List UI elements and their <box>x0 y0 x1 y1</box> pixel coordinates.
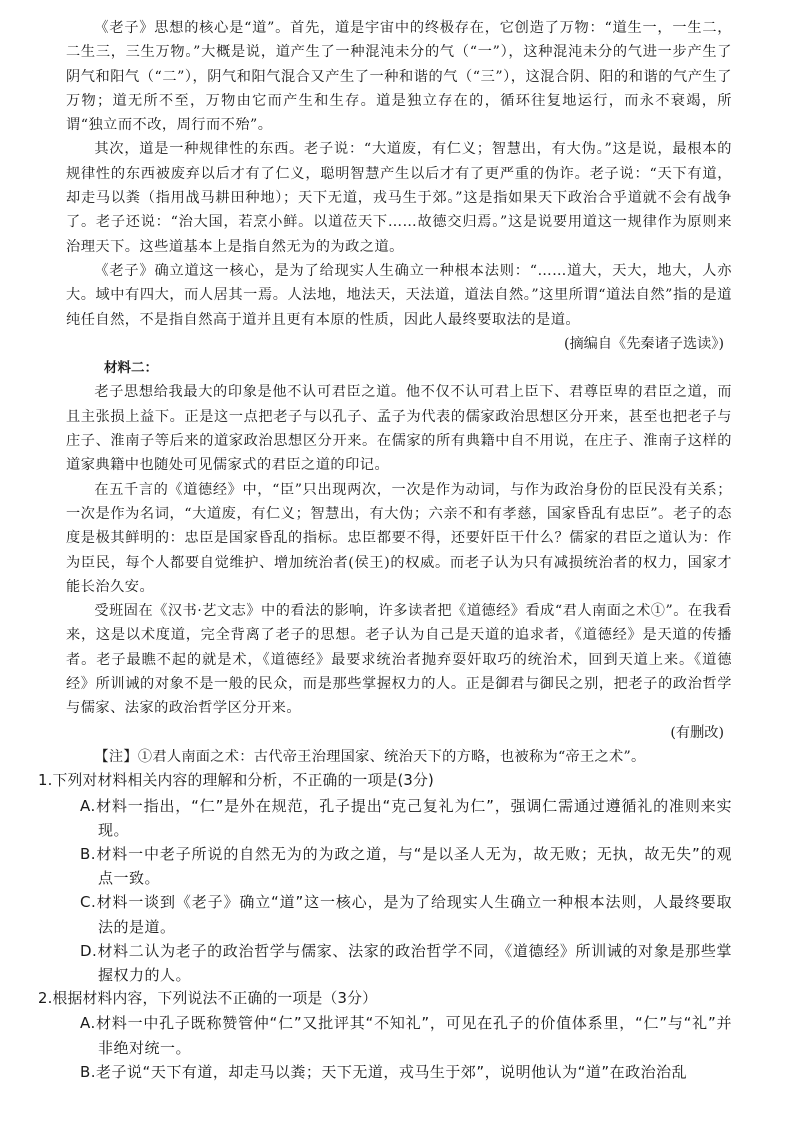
question-1-option-a[interactable]: A.材料一指出，“仁”是外在规范，孔子提出“克己复礼为仁”，强调仁需通过遵循礼的准则来实现。 <box>80 796 732 839</box>
material-one-paragraph-2: 其次，道是一种规律性的东西。老子说：“大道废，有仁义；智慧出，有大伪。”这是说，最根本的规律性的东西被废弃以后才有了仁义，聪明智慧产生以后才有了更严重的伪诈。老子说：“天下有道，却走马以粪（指用战马耕田种地）；天下无道，戎马生于郊。”这是指如果天下政治合乎道就不会有战争了。老子还说：“治大国，若烹小鲜。以道莅天下……故德交归焉。”这是说要用道这一规律作为原则来治理天下。这些道基本上是指自然无为的为政之道。 <box>66 141 732 255</box>
question-1-option-c[interactable]: C.材料一谈到《老子》确立“道”这一核心，是为了给现实人生确立一种根本法则，人最终要取法的是道。 <box>80 893 732 936</box>
question-1 <box>38 769 732 987</box>
question-1-stem: 1.下列对材料相关内容的理解和分析，不正确的一项是(3分) <box>38 772 435 790</box>
question-2-option-a[interactable]: A.材料一中孔子既称赞管仲“仁”又批评其“不知礼”，可见在孔子的价值体系里，“仁”与“礼”并非绝对统一。 <box>80 1014 732 1057</box>
material-two-paragraph-2: 在五千言的《道德经》中，“臣”只出现两次，一次是作为动词，与作为政治身份的臣民没有关系；一次是作为名词，“大道废，有仁义；智慧出，有大伪；六亲不和有孝慈，国家昏乱有忠臣”。老子的态度是极其鲜明的：忠臣是国家昏乱的指标。忠臣都要不得，还要奸臣干什么？儒家的君臣之道认为：作为臣民，每个人都要自觉维护、增加统治者(侯王)的权威。而老子认为只有减损统治者的权力，国家才能长治久安。 <box>66 481 732 595</box>
material-two-paragraph-3: 受班固在《汉书·艺文志》中的看法的影响，许多读者把《道德经》看成“君人南面之术①”。在我看来，这是以术度道，完全背离了老子的思想。老子认为自己是天道的追求者，《道德经》是天道的传播者。老子最瞧不起的就是术，《道德经》最要求统治者抛弃耍奸取巧的统治术，回到天道上来。《道德经》所训诫的对象不是一般的民众，而是那些掌握权力的人。正是御君与御民之别，把老子的政治哲学与儒家、法家的政治哲学区分开来。 <box>66 603 732 717</box>
question-2 <box>38 987 732 1084</box>
footnote: 【注】①君人南面之术：古代帝王治理国家、统治天下的方略，也被称为“帝王之术”。 <box>94 748 646 765</box>
question-2-stem: 2.根据材料内容，下列说法不正确的一项是（3分） <box>38 990 378 1008</box>
material-one-paragraph-1: 《老子》思想的核心是“道”。首先，道是宇宙中的终极存在，它创造了万物：“道生一，一生二，二生三，三生万物。”大概是说，道产生了一种混沌未分的气（“一”），这种混沌未分的气进一步产生了阴气和阳气（“二”），阴气和阳气混合又产生了一种和谐的气（“三”），这混合阴、阳的和谐的气产生了万物；道无所不至，万物由它而产生和生存。道是独立存在的，循环往复地运行，而永不衰竭，所谓“独立而不改，周行而不殆”。 <box>66 20 732 134</box>
question-2-option-b[interactable]: B.老子说“天下有道，却走马以粪；天下无道，戎马生于郊”，说明他认为“道”在政治治乱 <box>80 1062 688 1081</box>
material-one-source: (摘编自《先秦诸子选读》) <box>563 335 724 352</box>
question-1-option-b[interactable]: B.材料一中老子所说的自然无为的为政之道，与“是以圣人无为，故无败；无执，故无失”的观点一致。 <box>80 844 732 888</box>
question-1-option-d[interactable]: D.材料二认为老子的政治哲学与儒家、法家的政治哲学不同，《道德经》所训诫的对象是那些掌握权力的人。 <box>80 941 732 984</box>
material-one-paragraph-3: 《老子》确立道这一核心，是为了给现实人生确立一种根本法则：“……道大，天大，地大，人亦大。域中有四大，而人居其一焉。人法地，地法天，天法道，道法自然。”这里所谓“道法自然”指的是道纯任自然，不是指自然高于道并且更有本原的性质，因此人最终要取法的是道。 <box>66 262 732 328</box>
material-one <box>66 16 732 356</box>
exam-page <box>38 16 732 1084</box>
material-two-paragraph-1: 老子思想给我最大的印象是他不认可君臣之道。他不仅不认可君上臣下、君尊臣卑的君臣之道，而且主张损上益下。正是这一点把老子与以孔子、孟子为代表的儒家政治思想区分开来，甚至也把老子与庄子、淮南子等后来的道家政治思想区分开来。在儒家的所有典籍中自不用说，在庄子、淮南子这样的道家典籍中也随处可见儒家式的君臣之道的印记。 <box>66 384 732 474</box>
material-two-source: (有删改) <box>670 724 724 741</box>
material-two-title: 材料二： <box>104 360 158 377</box>
material-two <box>66 356 732 745</box>
